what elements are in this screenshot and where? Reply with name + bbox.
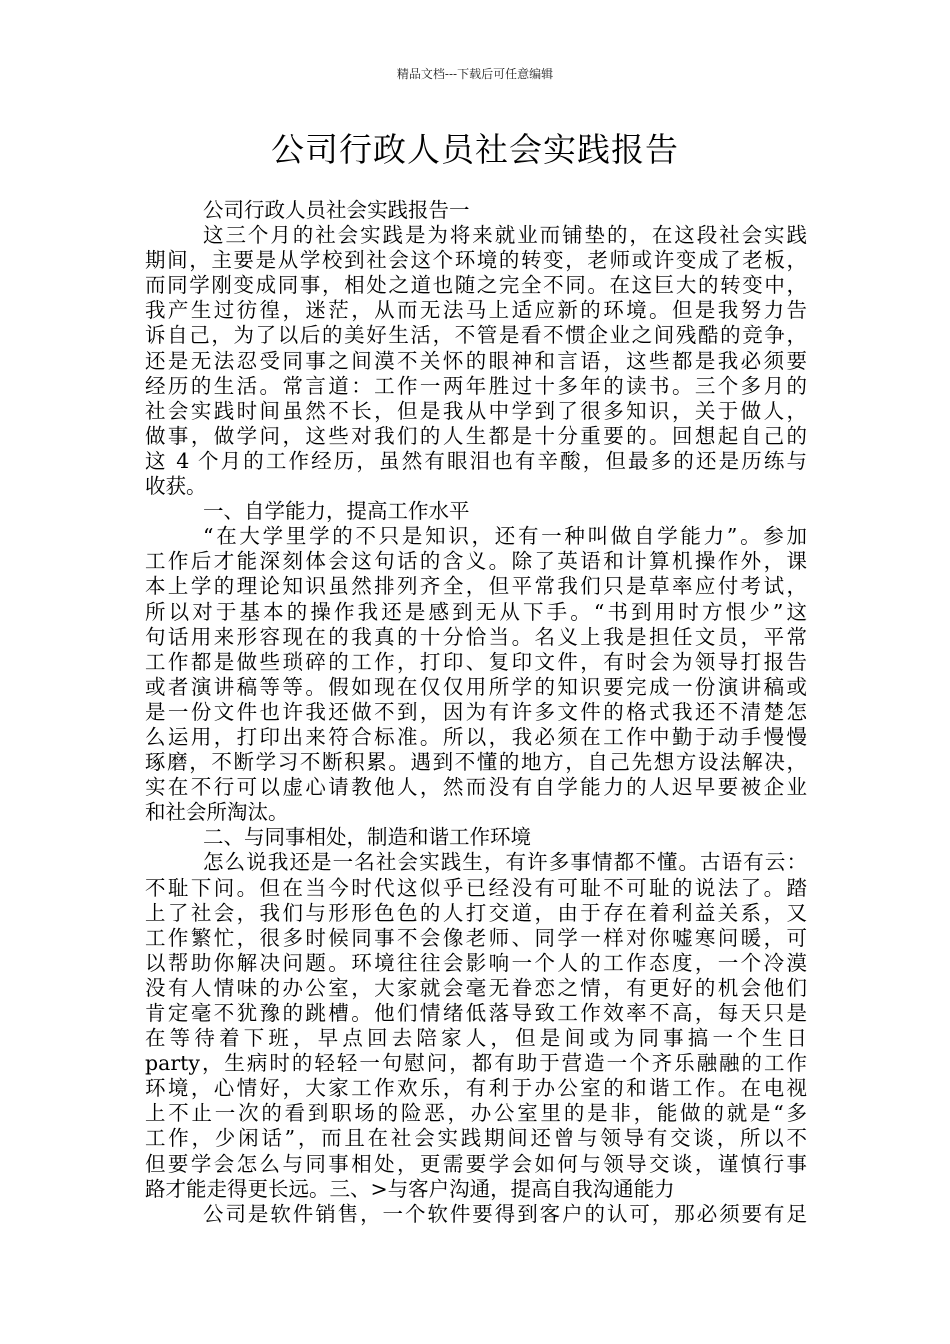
body-line: 在等待着下班，早点回去陪家人，但是间或为同事搞一个生日 (145, 1026, 807, 1051)
header-note: 精品文档---下载后可任意编辑 (396, 67, 554, 81)
body-line: 期间，主要是从学校到社会这个环境的转变，老师或许变成了老板， (145, 248, 807, 273)
body-line: 或者演讲稿等等。假如现在仅仅用所学的知识要完成一份演讲稿或 (145, 674, 807, 699)
body-line: 以帮助你解决问题。环境往往会影响一个人的工作态度，一个冷漠 (145, 950, 807, 975)
body-line: 和社会所淘汰。 (145, 800, 289, 825)
body-line: 肯定毫不犹豫的跳槽。他们情绪低落导致工作效率不高，每天只是 (145, 1001, 807, 1025)
body-line: 我产生过彷徨，迷茫，从而无法马上适应新的环境。但是我努力告 (145, 298, 807, 323)
body-line: 琢磨，不断学习不断积累。遇到不懂的地方，自己先想方设法解决， (145, 750, 807, 775)
body-line: 么运用，打印出来符合标准。所以，我必须在工作中勤于动手慢慢 (145, 724, 807, 749)
body-line: 公司行政人员社会实践报告一 (203, 198, 470, 222)
body-line: “在大学里学的不只是知识，还有一种叫做自学能力”。参加 (203, 524, 807, 549)
body-line: 诉自己，为了以后的美好生活，不管是看不惯企业之间残酷的竞争， (145, 323, 807, 348)
body-line: 实在不行可以虚心请教他人，然而没有自学能力的人迟早要被企业 (145, 775, 807, 800)
document-body (145, 198, 807, 1227)
body-line: 所以对于基本的操作我还是感到无从下手。“书到用时方恨少”这 (145, 599, 807, 624)
body-line: 这三个月的社会实践是为将来就业而铺垫的，在这段社会实践 (203, 223, 807, 248)
body-line: 句话用来形容现在的我真的十分恰当。名义上我是担任文员，平常 (145, 624, 807, 649)
body-line: 二、与同事相处，制造和谐工作环境 (203, 825, 531, 850)
document-title: 公司行政人员社会实践报告 (271, 130, 679, 169)
body-line: 而同学刚变成同事，相处之道也随之完全不同。在这巨大的转变中， (145, 273, 807, 298)
body-line: 上不止一次的看到职场的险恶，办公室里的是非，能做的就是“多 (145, 1101, 807, 1126)
body-line: 工作，少闲话”，而且在社会实践期间还曾与领导有交谈，所以不 (145, 1126, 807, 1151)
body-line: 做事，做学问，这些对我们的人生都是十分重要的。回想起自己的 (145, 423, 807, 448)
body-line: 一、自学能力，提高工作水平 (203, 499, 470, 524)
body-line: 工作后才能深刻体会这句话的含义。除了英语和计算机操作外，课 (145, 549, 807, 574)
body-line: 但要学会怎么与同事相处，更需要学会如何与领导交谈，谨慎行事 (145, 1151, 807, 1176)
body-line: 还是无法忍受同事之间漠不关怀的眼神和言语，这些都是我必须要 (145, 348, 807, 373)
body-line: 上了社会，我们与形形色色的人打交道，由于存在着利益关系，又 (145, 900, 807, 925)
body-line: 收获。 (145, 474, 207, 499)
body-line: 环境，心情好，大家工作欢乐，有利于办公室的和谐工作。在电视 (145, 1076, 807, 1101)
body-line: 是一份文件也许我还做不到，因为有许多文件的格式我还不清楚怎 (145, 699, 807, 724)
body-line: party，生病时的轻轻一句慰问，都有助于营造一个齐乐融融的工作 (145, 1051, 807, 1076)
body-line: 不耻下问。但在当今时代这似乎已经没有可耻不可耻的说法了。踏 (145, 875, 807, 900)
body-line: 本上学的理论知识虽然排列齐全，但平常我们只是草率应付考试， (145, 574, 807, 599)
body-line: 路才能走得更长远。三、>与客户沟通，提高自我沟通能力 (145, 1176, 675, 1201)
body-line: 社会实践时间虽然不长，但是我从中学到了很多知识，关于做人， (145, 398, 807, 423)
body-line: 怎么说我还是一名社会实践生，有许多事情都不懂。古语有云： (203, 850, 807, 875)
body-line: 工作繁忙，很多时候同事不会像老师、同学一样对你嘘寒问暖，可 (145, 925, 807, 950)
body-line: 公司是软件销售，一个软件要得到客户的认可，那必须要有足 (203, 1201, 807, 1226)
body-line: 这 4 个月的工作经历，虽然有眼泪也有辛酸，但最多的还是历练与 (145, 448, 807, 473)
body-line: 经历的生活。常言道：工作一两年胜过十多年的读书。三个多月的 (145, 373, 807, 398)
body-line: 没有人情味的办公室，大家就会毫无眷恋之情，有更好的机会他们 (145, 975, 807, 1000)
body-line: 工作都是做些琐碎的工作，打印、复印文件，有时会为领导打报告 (145, 649, 807, 674)
